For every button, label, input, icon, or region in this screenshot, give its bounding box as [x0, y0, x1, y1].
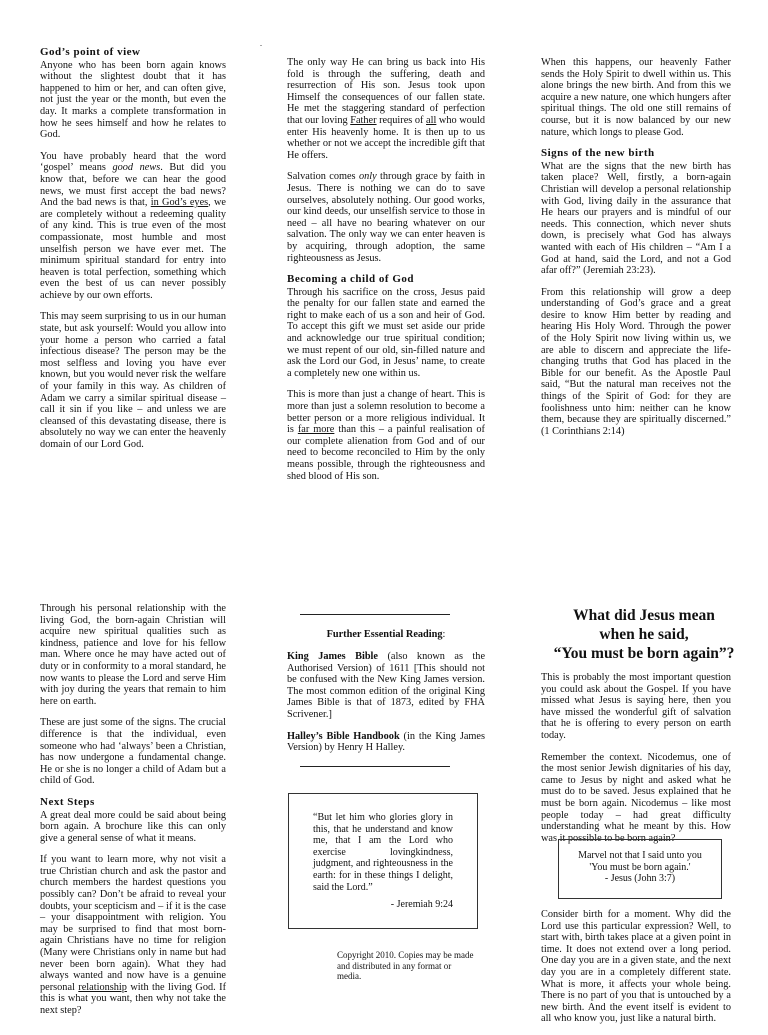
quote-box-john: Marvel not that I said unto you 'You must be born again.' - Jesus (John 3:7) — [558, 839, 722, 899]
paragraph: When this happens, our heavenly Father sends the Holy Spirit to dwell within us. This alone brings the new birth. And from this we acquire a new nature, one which hungers after spiritual things. The old one still remains of course, but it is now balanced by our new nature, which longs to please God. — [541, 57, 731, 138]
column-bottom-left — [40, 603, 226, 1027]
paragraph: This is more than just a change of heart. This is more than just a solemn resolution to become a better person or a more religious individual. It is far more than this – a painful realisation of our complete alienation from God and of our need to become reconciled to Him by the only means possible, through the righteousness and shed blood of His son. — [287, 389, 485, 482]
paragraph: These are just some of the signs. The crucial difference is that the individual, even someone who had ‘always’ been a Christian, has now undergone a fundamental change. He or she is no longer a child of Adam but a child of God. — [40, 717, 226, 787]
paragraph: If you want to learn more, why not visit a true Christian church and ask the pastor and church members the hardest questions you possibly can? Don’t be afraid to reveal your doubts, your scepticism and – if it is the case – your disappointment with religion. You may be surprised to find that most born-again Christians have no time for religion (Many were Christians only in name but had never been born again). What they had always wanted and now have is a genuine personal relationship with the living God. If this is what you want, then why not take the next step? — [40, 854, 226, 1016]
quote-box-jeremiah — [288, 793, 478, 929]
paragraph: From this relationship will grow a deep understanding of God’s grace and a great desire to know Him better by reading and hearing His Holy Word. Through the power of the Holy Spirit now living within us, we are able to discern and appreciate the life-changing truths that God has placed in the Bible for our benefit. As the Apostle Paul said, “But the natural man receives not the things of the Spirit of God: for they are foolishness unto him: neither can he know them, because they are spiritually discerned.” (1 Corinthians 2:14) — [541, 286, 731, 437]
divider-rule — [300, 614, 450, 615]
page-dot: . — [260, 39, 262, 48]
paragraph: What are the signs that the new birth has taken place? Well, firstly, a born-again Christian will develop a personal relationship with God, living daily in the assurance that He hears our prayers and is mindful of our needs. This connection, which never shuts down, is precisely what God has always wanted with each of His children – “Am I a God at hand, said the Lord, and not a God afar off?” (Jeremiah 23:23). — [541, 160, 731, 277]
further-reading-heading: Further Essential Reading: — [326, 629, 446, 640]
divider-rule — [300, 766, 450, 767]
heading-becoming-a-child-of-god: Becoming a child of God — [287, 273, 415, 286]
heading-next-steps: Next Steps — [40, 795, 95, 808]
paragraph: Anyone who has been born again knows without the slightest doubt that it has happened to him or her, and can often give, not just the year or the month, but even the day. It marks a complete transformation in how he sees himself and how he relates to God. — [40, 59, 226, 141]
heading-signs-of-new-birth: Signs of the new birth — [541, 147, 655, 160]
heading-gods-point-of-view: God’s point of view — [40, 46, 141, 58]
paragraph: Remember the context. Nicodemus, one of the most senior Jewish dignitaries of his day, came to Jesus by night and asked what he must do to be saved. Jesus explained that he must be born again. Nicodemus – like most people today – had great difficulty understanding what he meant by this. How was it possible to be born again? — [541, 751, 731, 844]
paragraph: You have probably heard that the word ‘gospel’ means good news. But did you know that, before we can hear the good news, we must first accept the bad news? And the bad news is that, in God’s eyes, we are completely without a redeeming quality of any kind. This is true even of the most compassionate, most humble and most unselfish person we have ever met. The minimum spiritual standard for entry into heaven is total perfection, something which even the best of us can never possibly achieve by our own efforts. — [40, 150, 227, 301]
column-top-right — [541, 57, 731, 447]
paragraph: Through his sacrifice on the cross, Jesus paid the penalty for our fallen state and earned the right to make each of us a son and heir of God. To accept this gift we must set aside our pride and acknowledge our true spiritual condition; we must repent of our old, sin-filled nature and ask the Lord our God, in Jesus’ name, to create a completely new one within us. — [287, 286, 485, 379]
brochure-title: What did Jesus mean when he said, “You must be born again”? — [553, 607, 735, 662]
column-bottom-right-continued — [541, 909, 731, 1035]
paragraph: Salvation comes only through grace by faith in Jesus. There is nothing we can do to save ourselves, absolutely nothing. Our good works, our kind deeds, our unselfish service to those in need – all have no bearing whatever on our salvation. The only way we can enter heaven is by acquiring, through adoption, the same righteousness as Jesus. — [287, 171, 485, 264]
column-top-left — [40, 47, 226, 461]
quote-text: “But let him who glories glory in this, that he understand and know me, that I am the Lord who exercise lovingkindness, judgment, and righteousness in the earth: for in these things I delight, said the Lord.” — [313, 812, 453, 893]
reading-item-halley: Halley’s Bible Handbook (in the King James Version) by Henry H Halley. — [287, 730, 485, 754]
column-bottom-middle — [287, 651, 485, 764]
paragraph: A great deal more could be said about being born again. A brochure like this can only give a general sense of what it means. — [40, 809, 226, 844]
copyright-notice: Copyright 2010. Copies may be made and distributed in any format or media. — [337, 950, 474, 981]
paragraph: The only way He can bring us back into His fold is through the suffering, death and resurrection of His son. Jesus took upon Himself the consequences of our fallen state. He met the staggering standard of perfection that our loving Father requires of all who would enter His heavenly home. It is then up to us whether or not we accept the incredible gift that He offers. — [287, 57, 485, 161]
paragraph: Consider birth for a moment. Why did the Lord use this particular expression? Well, to start with, birth takes place at a given point in time. It does not extend over a long period. One day you are in a given state, and the next day you are in a completely different state. What is more, it affects your whole being. There is no part of you that is untouched by a new birth. And the event itself is evident to all who know you, just like a natural birth. — [541, 909, 731, 1025]
column-bottom-right — [541, 672, 731, 854]
reading-item-kjb: King James Bible (also known as the Authorised Version) of 1611 [This should not be confused with the New King James version. The most common edition of the original King James Bible is that of 1873, edited by FHA Scrivener.] — [287, 651, 486, 720]
paragraph: This may seem surprising to us in our human state, but ask yourself: Would you allow into your home a person who carried a fatal infectious disease? The person may be the most selfless and loving you have ever known, but you would never risk the welfare of your family in this way. As children of Adam we carry a similar spiritual disease – call it sin if you like – and unless we are cleansed of this devastating disease, there is absolutely no way we can enter the heavenly domain of our Lord God. — [40, 311, 226, 450]
quote-reference: - Jeremiah 9:24 — [390, 899, 453, 911]
paragraph: Through his personal relationship with the living God, the born-again Christian will acquire new spiritual qualities such as kindness, patience and love for his fellow man. Where once he may have acted out of duty or in conformity to a moral standard, he now wants to please the Lord and serve Him with joy during the years that remain to him here on earth. — [40, 603, 226, 707]
column-top-middle — [287, 57, 485, 492]
paragraph: This is probably the most important question you could ask about the Gospel. If you have missed what Jesus is saying here, then you have missed the wonderful gift of salvation that he is offering to every person on earth today. — [541, 672, 731, 741]
